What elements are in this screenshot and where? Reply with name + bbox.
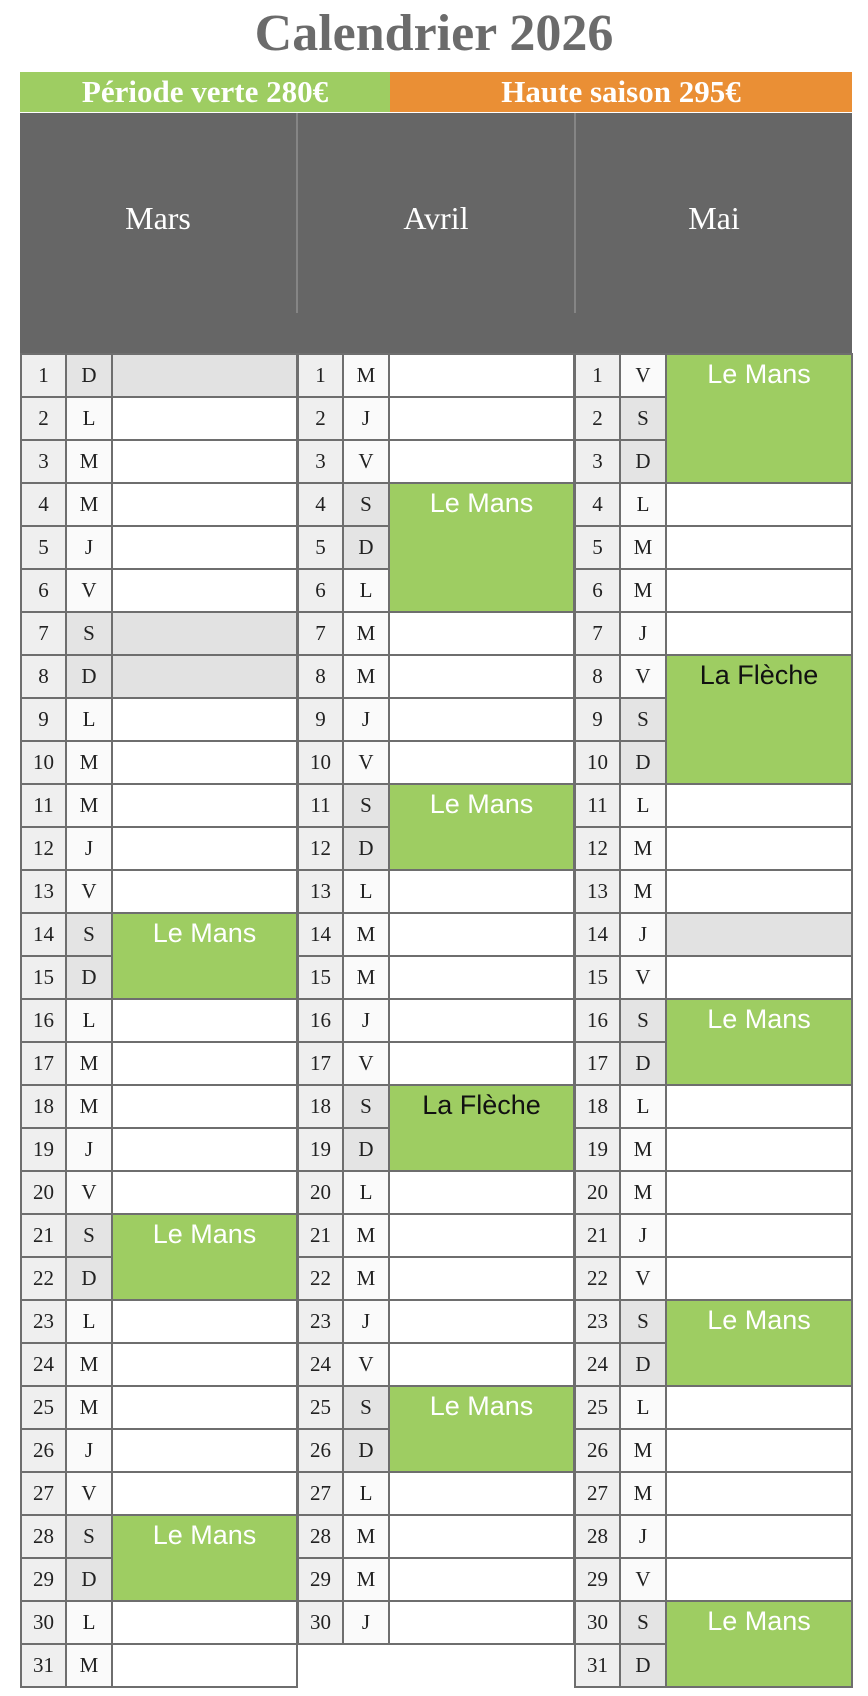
weekday-letter: M: [342, 1213, 390, 1258]
day-number: 31: [20, 1643, 67, 1688]
day-number: 27: [20, 1471, 67, 1516]
day-number: 16: [574, 998, 621, 1043]
day-number: 21: [20, 1213, 67, 1258]
free-slot: [111, 1385, 298, 1430]
free-slot: [388, 1041, 575, 1086]
day-number: 5: [297, 525, 344, 570]
weekday-letter: M: [65, 1084, 113, 1129]
day-number: 18: [574, 1084, 621, 1129]
day-number: 1: [297, 353, 344, 398]
day-number: 8: [574, 654, 621, 699]
day-number: 30: [20, 1600, 67, 1645]
free-slot: [388, 1170, 575, 1215]
free-slot: [388, 1213, 575, 1258]
day-number: 27: [574, 1471, 621, 1516]
free-slot: [388, 439, 575, 484]
weekday-letter: L: [65, 998, 113, 1043]
day-number: 30: [574, 1600, 621, 1645]
free-slot: [388, 611, 575, 656]
weekday-letter: M: [342, 912, 390, 957]
weekday-letter: V: [65, 568, 113, 613]
weekday-letter: J: [342, 1600, 390, 1645]
day-number: 24: [574, 1342, 621, 1387]
day-number: 26: [297, 1428, 344, 1473]
free-slot: [111, 1471, 298, 1516]
free-slot: [665, 1256, 853, 1301]
event-block: Le Mans: [388, 1385, 575, 1473]
day-number: 20: [574, 1170, 621, 1215]
day-number: 6: [574, 568, 621, 613]
weekday-letter: D: [342, 1428, 390, 1473]
day-number: 25: [297, 1385, 344, 1430]
weekday-letter: L: [65, 396, 113, 441]
weekday-letter: V: [619, 654, 667, 699]
day-number: 13: [297, 869, 344, 914]
event-block: Le Mans: [665, 1600, 853, 1688]
day-number: 2: [20, 396, 67, 441]
weekday-letter: L: [342, 568, 390, 613]
weekday-letter: S: [342, 482, 390, 527]
free-slot: [111, 783, 298, 828]
day-number: 23: [20, 1299, 67, 1344]
weekday-letter: M: [65, 740, 113, 785]
weekday-letter: S: [619, 697, 667, 742]
weekday-letter: D: [65, 955, 113, 1000]
weekday-letter: M: [65, 1041, 113, 1086]
weekday-letter: M: [342, 1557, 390, 1602]
weekday-letter: S: [65, 912, 113, 957]
weekday-letter: L: [342, 1471, 390, 1516]
weekday-letter: J: [619, 1514, 667, 1559]
weekday-letter: M: [619, 1127, 667, 1172]
day-number: 10: [297, 740, 344, 785]
day-number: 25: [574, 1385, 621, 1430]
free-slot: [111, 697, 298, 742]
day-number: 26: [574, 1428, 621, 1473]
day-number: 29: [20, 1557, 67, 1602]
unavailable-slot: [111, 611, 298, 656]
weekday-letter: M: [619, 568, 667, 613]
weekday-letter: J: [342, 697, 390, 742]
weekday-letter: V: [342, 740, 390, 785]
day-number: 22: [20, 1256, 67, 1301]
weekday-letter: M: [619, 525, 667, 570]
weekday-letter: D: [65, 1557, 113, 1602]
day-number: 9: [20, 697, 67, 742]
day-number: 17: [574, 1041, 621, 1086]
day-number: 25: [20, 1385, 67, 1430]
free-slot: [111, 1600, 298, 1645]
weekday-letter: L: [342, 1170, 390, 1215]
day-number: 8: [297, 654, 344, 699]
weekday-letter: V: [65, 1170, 113, 1215]
weekday-letter: D: [342, 826, 390, 871]
weekday-letter: J: [619, 611, 667, 656]
weekday-letter: M: [65, 439, 113, 484]
free-slot: [388, 1299, 575, 1344]
free-slot: [388, 1514, 575, 1559]
free-slot: [388, 654, 575, 699]
month-name-mars: Mars: [125, 200, 191, 236]
weekday-letter: J: [619, 912, 667, 957]
weekday-letter: V: [619, 955, 667, 1000]
unavailable-slot: [111, 353, 298, 398]
weekday-letter: D: [342, 1127, 390, 1172]
unavailable-slot: [111, 654, 298, 699]
free-slot: [388, 869, 575, 914]
free-slot: [388, 1557, 575, 1602]
day-number: 26: [20, 1428, 67, 1473]
day-number: 17: [20, 1041, 67, 1086]
free-slot: [388, 1471, 575, 1516]
weekday-letter: S: [619, 396, 667, 441]
free-slot: [388, 1342, 575, 1387]
day-number: 20: [20, 1170, 67, 1215]
weekday-letter: L: [342, 869, 390, 914]
day-number: 30: [297, 1600, 344, 1645]
event-block: Le Mans: [665, 353, 853, 484]
high-season-band: Haute saison 295€: [390, 72, 852, 112]
weekday-letter: S: [619, 1600, 667, 1645]
day-number: 23: [574, 1299, 621, 1344]
free-slot: [111, 482, 298, 527]
free-slot: [388, 396, 575, 441]
day-number: 15: [20, 955, 67, 1000]
weekday-letter: J: [65, 525, 113, 570]
weekday-letter: M: [619, 1170, 667, 1215]
day-number: 18: [297, 1084, 344, 1129]
free-slot: [111, 1084, 298, 1129]
weekday-letter: D: [342, 525, 390, 570]
day-number: 28: [574, 1514, 621, 1559]
weekday-letter: V: [619, 1256, 667, 1301]
free-slot: [388, 955, 575, 1000]
day-number: 2: [297, 396, 344, 441]
weekday-letter: M: [342, 1256, 390, 1301]
weekday-letter: J: [65, 1127, 113, 1172]
weekday-letter: J: [342, 998, 390, 1043]
weekday-letter: L: [619, 1084, 667, 1129]
day-number: 15: [574, 955, 621, 1000]
day-number: 16: [20, 998, 67, 1043]
day-number: 14: [20, 912, 67, 957]
day-number: 12: [20, 826, 67, 871]
event-block: Le Mans: [665, 998, 853, 1086]
weekday-letter: M: [65, 1342, 113, 1387]
day-number: 3: [20, 439, 67, 484]
day-number: 11: [20, 783, 67, 828]
day-number: 19: [297, 1127, 344, 1172]
free-slot: [665, 1170, 853, 1215]
month-name-mai: Mai: [688, 200, 740, 236]
weekday-letter: V: [65, 1471, 113, 1516]
day-number: 29: [297, 1557, 344, 1602]
day-number: 9: [297, 697, 344, 742]
free-slot: [665, 525, 853, 570]
day-number: 1: [574, 353, 621, 398]
weekday-letter: J: [65, 1428, 113, 1473]
day-number: 27: [297, 1471, 344, 1516]
weekday-letter: M: [65, 1385, 113, 1430]
free-slot: [111, 396, 298, 441]
day-number: 11: [297, 783, 344, 828]
weekday-letter: M: [65, 783, 113, 828]
weekday-letter: S: [342, 783, 390, 828]
event-block: Le Mans: [388, 482, 575, 613]
free-slot: [665, 1514, 853, 1559]
day-number: 21: [574, 1213, 621, 1258]
weekday-letter: J: [342, 1299, 390, 1344]
month-name-avril: Avril: [403, 200, 469, 236]
day-number: 24: [297, 1342, 344, 1387]
weekday-letter: M: [619, 1428, 667, 1473]
free-slot: [388, 353, 575, 398]
day-number: 5: [20, 525, 67, 570]
weekday-letter: L: [65, 1600, 113, 1645]
day-number: 1: [20, 353, 67, 398]
free-slot: [111, 1170, 298, 1215]
weekday-letter: L: [619, 482, 667, 527]
day-number: 19: [20, 1127, 67, 1172]
free-slot: [665, 1084, 853, 1129]
weekday-letter: L: [619, 1385, 667, 1430]
free-slot: [665, 1127, 853, 1172]
weekday-letter: L: [65, 1299, 113, 1344]
day-number: 23: [297, 1299, 344, 1344]
event-block: La Flèche: [388, 1084, 575, 1172]
weekday-letter: M: [65, 482, 113, 527]
event-block: Le Mans: [111, 912, 298, 1000]
free-slot: [111, 1299, 298, 1344]
free-slot: [111, 568, 298, 613]
free-slot: [111, 826, 298, 871]
day-number: 10: [574, 740, 621, 785]
day-number: 28: [20, 1514, 67, 1559]
green-period-band: Période verte 280€: [20, 72, 390, 112]
day-number: 4: [297, 482, 344, 527]
day-number: 10: [20, 740, 67, 785]
weekday-letter: S: [342, 1084, 390, 1129]
free-slot: [665, 482, 853, 527]
free-slot: [665, 783, 853, 828]
free-slot: [111, 1127, 298, 1172]
day-number: 14: [574, 912, 621, 957]
day-number: 5: [574, 525, 621, 570]
free-slot: [388, 697, 575, 742]
weekday-letter: L: [65, 697, 113, 742]
free-slot: [665, 1213, 853, 1258]
day-number: 12: [574, 826, 621, 871]
weekday-letter: S: [342, 1385, 390, 1430]
free-slot: [388, 1256, 575, 1301]
day-number: 12: [297, 826, 344, 871]
weekday-letter: M: [342, 654, 390, 699]
free-slot: [111, 1342, 298, 1387]
weekday-letter: D: [65, 654, 113, 699]
day-number: 17: [297, 1041, 344, 1086]
free-slot: [111, 1643, 298, 1688]
unavailable-slot: [665, 912, 853, 957]
day-number: 24: [20, 1342, 67, 1387]
weekday-letter: L: [619, 783, 667, 828]
weekday-letter: M: [65, 1643, 113, 1688]
weekday-letter: M: [342, 611, 390, 656]
day-number: 13: [574, 869, 621, 914]
free-slot: [111, 740, 298, 785]
weekday-letter: M: [619, 869, 667, 914]
weekday-letter: S: [65, 1213, 113, 1258]
weekday-letter: D: [619, 1643, 667, 1688]
free-slot: [388, 1600, 575, 1645]
weekday-letter: V: [619, 353, 667, 398]
free-slot: [665, 955, 853, 1000]
weekday-letter: V: [342, 439, 390, 484]
weekday-letter: D: [619, 740, 667, 785]
weekday-letter: D: [619, 1041, 667, 1086]
weekday-letter: D: [619, 439, 667, 484]
weekday-letter: D: [65, 1256, 113, 1301]
free-slot: [388, 998, 575, 1043]
free-slot: [111, 439, 298, 484]
event-block: Le Mans: [111, 1514, 298, 1602]
weekday-letter: D: [65, 353, 113, 398]
free-slot: [111, 1428, 298, 1473]
day-number: 22: [574, 1256, 621, 1301]
weekday-letter: S: [619, 998, 667, 1043]
weekday-letter: S: [65, 1514, 113, 1559]
day-number: 2: [574, 396, 621, 441]
day-number: 29: [574, 1557, 621, 1602]
day-number: 14: [297, 912, 344, 957]
day-number: 4: [20, 482, 67, 527]
day-number: 18: [20, 1084, 67, 1129]
free-slot: [111, 1041, 298, 1086]
day-number: 9: [574, 697, 621, 742]
free-slot: [665, 869, 853, 914]
weekday-letter: V: [342, 1041, 390, 1086]
event-block: Le Mans: [111, 1213, 298, 1301]
free-slot: [111, 998, 298, 1043]
day-number: 31: [574, 1643, 621, 1688]
free-slot: [665, 1557, 853, 1602]
free-slot: [665, 826, 853, 871]
weekday-letter: V: [619, 1557, 667, 1602]
day-number: 7: [574, 611, 621, 656]
day-number: 22: [297, 1256, 344, 1301]
weekday-letter: J: [65, 826, 113, 871]
free-slot: [111, 525, 298, 570]
day-number: 28: [297, 1514, 344, 1559]
weekday-letter: D: [619, 1342, 667, 1387]
day-number: 19: [574, 1127, 621, 1172]
weekday-letter: M: [619, 826, 667, 871]
weekday-letter: M: [342, 1514, 390, 1559]
weekday-letter: M: [619, 1471, 667, 1516]
day-number: 7: [297, 611, 344, 656]
weekday-letter: V: [65, 869, 113, 914]
weekday-letter: M: [342, 353, 390, 398]
day-number: 15: [297, 955, 344, 1000]
day-number: 7: [20, 611, 67, 656]
weekday-letter: J: [342, 396, 390, 441]
event-block: La Flèche: [665, 654, 853, 785]
free-slot: [388, 912, 575, 957]
page-title: Calendrier 2026: [254, 5, 614, 62]
day-number: 13: [20, 869, 67, 914]
free-slot: [665, 1385, 853, 1430]
weekday-letter: M: [342, 955, 390, 1000]
free-slot: [665, 568, 853, 613]
day-number: 6: [297, 568, 344, 613]
event-block: Le Mans: [665, 1299, 853, 1387]
day-number: 16: [297, 998, 344, 1043]
day-number: 11: [574, 783, 621, 828]
free-slot: [665, 1471, 853, 1516]
day-number: 21: [297, 1213, 344, 1258]
free-slot: [388, 740, 575, 785]
free-slot: [665, 611, 853, 656]
weekday-letter: S: [65, 611, 113, 656]
event-block: Le Mans: [388, 783, 575, 871]
day-number: 4: [574, 482, 621, 527]
day-number: 8: [20, 654, 67, 699]
day-number: 6: [20, 568, 67, 613]
day-number: 3: [574, 439, 621, 484]
free-slot: [111, 869, 298, 914]
free-slot: [665, 1428, 853, 1473]
weekday-letter: J: [619, 1213, 667, 1258]
day-number: 3: [297, 439, 344, 484]
weekday-letter: S: [619, 1299, 667, 1344]
weekday-letter: V: [342, 1342, 390, 1387]
day-number: 20: [297, 1170, 344, 1215]
